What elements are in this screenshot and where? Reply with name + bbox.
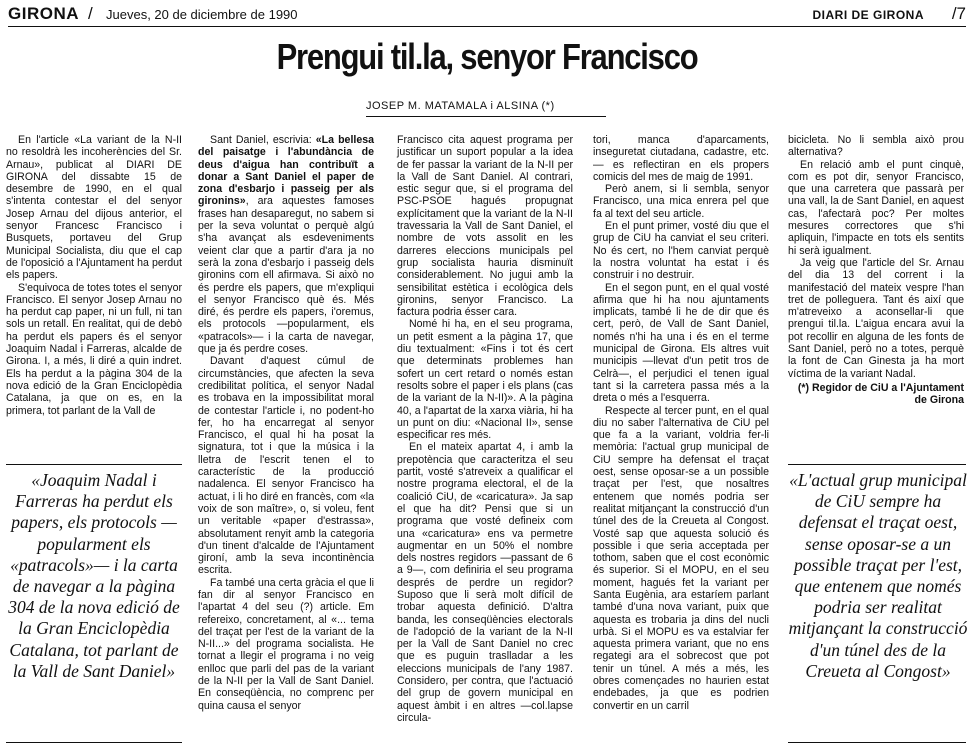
publication-name: DIARI DE GIRONA <box>812 8 924 22</box>
pullquote-left: «Joaquim Nadal i Farreras ha perdut els papers, els protocols —popularment els «patracols»— i la carta de navegar a la pàgina 304 de la nova edició de la Gran Enciclopèdia Catalana, tot parlant de la Vall de Sant Daniel» <box>8 470 180 681</box>
body-column-5 <box>788 134 964 407</box>
paragraph: En el mateix apartat 4, i amb la prepotència que caracteritza el seu partit, vosté s'atreveix a qualificar el nostre programa electoral, el de la coalició CiU, de «caricatura». Ja sap el que ha dit? Pensi que si un programa que vosté defineix com una «caricatura» ens va permetre augmentar en un 50% el nombre dels nostres regidors —passant de 6 a 9—, com definiria el seu programa després de perdre un regidor? Suposo que li serà molt difícil de trobar aquesta definició. D'altra banda, les conseqüències electorals de l'adopció de la variant de la N-II per la Vall de Sant Daniel no crec que es puguin traslladar a les eleccions municipals de l'any 1987. Considero, per contra, que l'actuació del grup de govern municipal en aquest àmbit i en altres —col.lapse circula- <box>397 441 573 724</box>
paragraph: Nomé hi ha, en el seu programa, un petit esment a la pàgina 17, que diu textualment: «Fins i tot és cert que determinats problemes han sofert un cert retard o només estan resolts sobre el paper i els plans (cas de la variant de la N-II)». A la pàgina 40, a l'apartat de la xarxa viària, hi ha un punt on diu: «Nacional II», sense especificar res més. <box>397 318 573 442</box>
pullquote-rule <box>788 742 966 743</box>
body-column-1 <box>6 134 182 417</box>
body-column-2 <box>198 134 374 712</box>
paragraph: Però anem, si li sembla, senyor Francisco, una mica enrera pel que fa al text del seu article. <box>593 183 769 220</box>
paragraph: bicicleta. No li sembla això prou alternativa? <box>788 134 964 159</box>
paragraph: Ja veig que l'article del Sr. Arnau del dia 13 del corrent i la manifestació del mateix vespre l'han tret de polleguera. Tant és així que m'atreveixo a aconsellar-li que prengui til.la. L'aigua encara avui la pot recollir en alguna de les fonts de Sant Daniel, però no a totes, perquè la font de Can Ginesta ja ha mort víctima de la variant Nadal. <box>788 256 964 380</box>
pullquote-rule <box>6 742 182 743</box>
page-number: /7 <box>951 4 966 23</box>
text-run: , ara aquestes famoses frases han desaparegut, no sabem si per la seva voluntat o perquè algú s'ha avançat als esdeveniments veient clar que a partir d'ara ja no serà la zona d'esbarjo i passeig dels gironins com ell afirmava. Si això no és perdre els papers, que m'expliqui el senyor Francisco què és. Més diré, és perdre els papers, i'oremus, els protocols —popularment, els «patracols»— i la carta de navegar, que ja és perdre coses. <box>198 195 374 356</box>
paragraph: Fa també una certa gràcia el que li fan dir al senyor Francisco en l'apartat 4 del seu (?) article. Em refereixo, concretament, al «... tema del traçat per l'est de la variant de la N-II...» del programa socialista. He tornat a llegir el programa i no veig enlloc que parli del pas de la variant de la N-II per la Vall de Sant Daniel. En conseqüència, no comprenc per quina causa el senyor <box>198 576 374 712</box>
pullquote-right: «L'actual grup municipal de CiU sempre ha defensat el traçat oest, sense oposar-se a un possible traçat per l'est, que entenem que només podria ser realitat mitjançant la construcció d'un túnel des de la Creueta al Congost» <box>788 470 968 681</box>
paragraph: tori, manca d'aparcaments, inseguretat ciutadana, cadastre, etc.— es reflectiran en els propers comicis del mes de maig de 1991. <box>593 134 769 183</box>
header-separator: / <box>88 4 93 23</box>
author-signature: (*) Regidor de CiU a l'Ajuntament de Girona <box>797 381 964 407</box>
section-name: GIRONA <box>8 4 79 23</box>
pullquote-rule <box>6 464 182 465</box>
body-column-3 <box>397 134 573 724</box>
body-column-4 <box>593 134 769 712</box>
paragraph: Davant d'aquest cúmul de circumstàncies, que afecten la seva credibilitat política, el senyor Nadal es trobava en la impossibilitat moral de contestar l'article i, no podent-ho fer, ho ha encarregat al senyor Francisco, el qual hi ha posat la signatura, tot i que la música i la lletra de l'escrit tenen el to característic de la producció nadalenca. El senyor Francisco ha actuat, i li ho diré en francès, com «la voix de son maître», o, si voleu, fent un veritable «paper d'estrassa», absolutament renyit amb la categoria d'un tinent d'alcalde de l'Ajuntament gironí, amb la seva incontinència escrita. <box>198 355 374 577</box>
paragraph: S'equivoca de totes totes el senyor Francisco. El senyor Josep Arnau no ha perdut cap paper, ni un full, ni tan sols un retall. En realitat, qui de debò ha perdut els papers és el senyor Joaquim Nadal i Farreras, alcalde de Girona. I, a més, li diré a quin indret. Els ha perdut a la pàgina 304 de la nova edició de la Gran Enciclopèdia Catalana, ja que on es, en la primera, tot parlant de la Vall de <box>6 281 182 417</box>
paragraph: Francisco cita aquest programa per justificar un suport popular a la idea de fer passar la variant de la N-II per la Vall de Sant Daniel. Al contrari, estic segur que, si el programa del PSC-PSOE hagués propugnat explícitament que la variant de la N-II travessaria la Vall de Sant Daniel, el nombre de vots assolit en les darreres eleccions municipals pel grup socialista hauria disminuït considerablement. No jugui amb la sensibilitat estètica i ecològica dels gironins, senyor Francisco. La factura podria ésser cara. <box>397 134 573 319</box>
paragraph <box>198 134 374 355</box>
paragraph: En relació amb el punt cinquè, com es pot dir, senyor Francisco, que una carretera que passarà per una vall, la de Sant Daniel, en aquest cas, l'afectarà poc? Per moltes mesures correctores que s'hi apliquin, l'impacte en tots els sentits hi serà igualment. <box>788 158 964 257</box>
byline-rule <box>366 116 606 117</box>
issue-date: Jueves, 20 de diciembre de 1990 <box>106 7 298 22</box>
paragraph: En el punt primer, vosté diu que el grup de CiU ha canviat el seu criteri. No és cert, no l'hem canviat perquè la nostra voluntat ha estat i és construir i no destruir. <box>593 220 769 282</box>
page-header <box>8 4 966 26</box>
quote-bold: «La bellesa del paisatge i l'abundància de deus d'aigua han contribuït a donar a Sant Daniel el paper de zona d'esbarjo i passeig per als gironins» <box>198 134 375 208</box>
text-run: Sant Daniel, escrivia: <box>210 134 316 146</box>
header-rule <box>8 26 966 27</box>
pullquote-rule <box>788 464 966 465</box>
paragraph: En el segon punt, en el qual vosté afirma que hi ha nou ajuntaments implicats, també li he de dir que és cert, però, de Vall de Sant Daniel, només n'hi ha una i és en el terme municipal de Girona. Els altres vuit municipis —llevat d'un petit tros de Celrà—, el perjudici el tenen igual tant si la carretera passa més a la dreta o més a l'esquerra. <box>593 281 769 405</box>
article-title: Prengui til.la, senyor Francisco <box>276 36 698 77</box>
paragraph: Respecte al tercer punt, en el qual diu no saber l'alternativa de CiU pel que fa a la variant, voldria fer-li memòria: l'actual grup municipal de CiU sempre ha defensat el traçat oest, sense oposar-se a un possible traçat per l'est, que nosaltres entenem que només podria ser realitat mitjançant la construcció d'un túnel des de la Creueta al Congost. Vosté sap que aquesta solució és possible i que seria acceptada per tothom, saben que el cost econòmic és superior. Si el MOPU, en el seu moment, hagués fet la variant per Santa Eugènia, ara estaríem parlant també d'una nova variant, puix que aquesta es trobaria ja dins del nucli urbà. Si el MOPU es va estalviar fer aquesta primera variant, que no ens regategi ara el sobrecost que pot tenir un túnel. A més a més, les obres començades no haurien estat endebades, ja que es podrien convertir en un carril <box>593 404 769 712</box>
article-byline: JOSEP M. MATAMALA i ALSINA (*) <box>366 100 555 112</box>
paragraph: En l'article «La variant de la N-II no resoldrà les incoherències del Sr. Arnau», publicat al DIARI DE GIRONA del dissabte 15 de desembre de 1990, en el qual s'intenta contestar el del senyor Josep Arnau del dijous anterior, el senyor Francesc Francisco i Busquets, portaveu del Grup Municipal Socialista, diu que el cap de l'oposició a l'Ajuntament ha perdut els papers. <box>6 134 182 282</box>
